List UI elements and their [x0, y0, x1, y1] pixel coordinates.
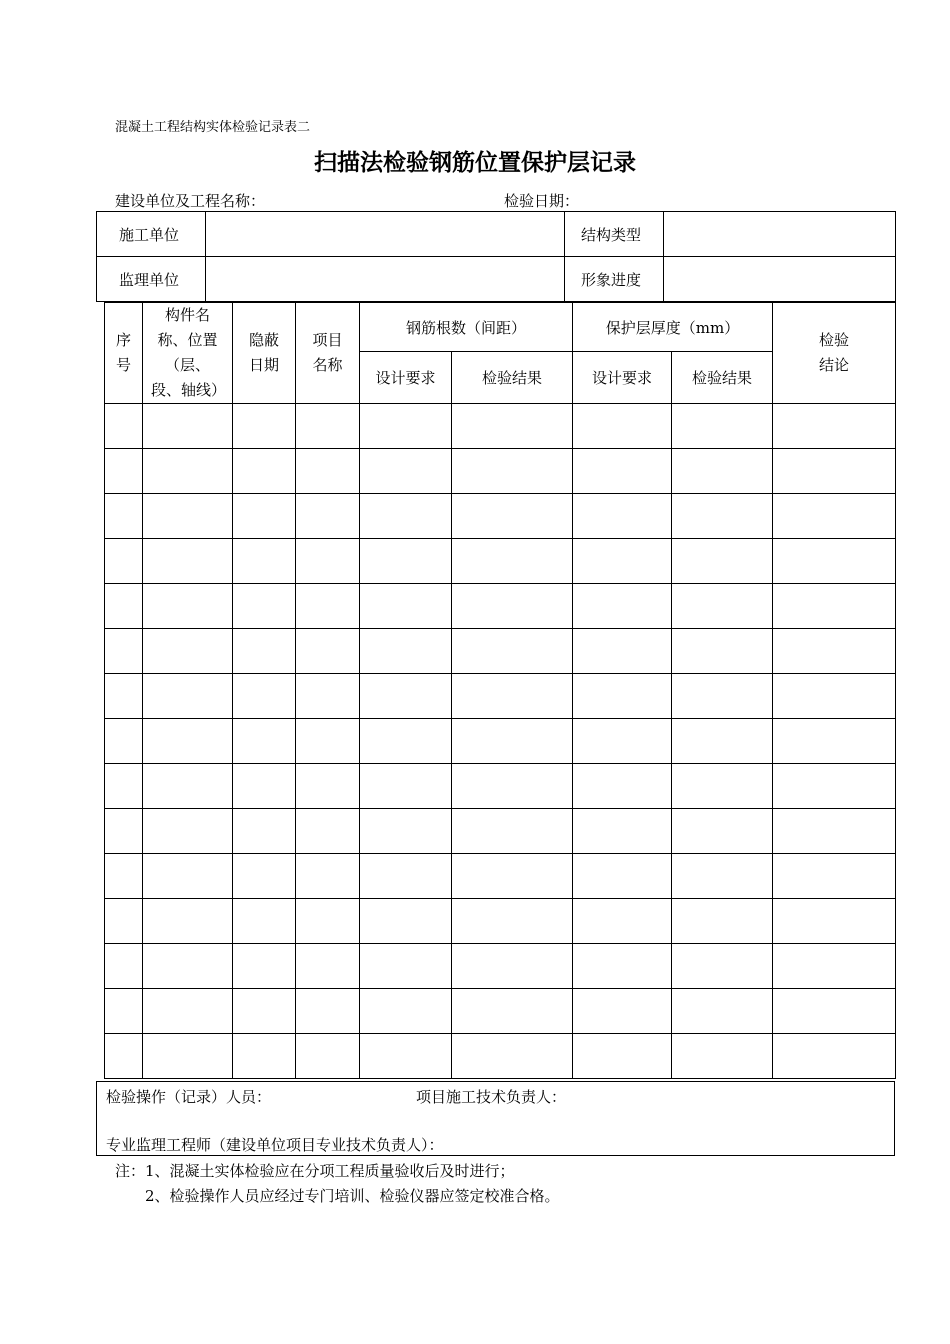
table-cell[interactable]	[233, 899, 296, 944]
table-cell[interactable]	[143, 674, 233, 719]
info-row	[97, 257, 896, 302]
table-row	[105, 809, 896, 854]
table-row	[105, 674, 896, 719]
note-1: 注：1、混凝土实体检验应在分项工程质量验收后及时进行；	[115, 1162, 515, 1180]
table-cell[interactable]	[672, 674, 773, 719]
table-cell[interactable]	[773, 539, 896, 584]
table-cell[interactable]	[773, 1034, 896, 1079]
table-cell[interactable]	[105, 494, 143, 539]
table-cell[interactable]	[105, 449, 143, 494]
table-cell[interactable]	[452, 854, 573, 899]
table-cell[interactable]	[573, 539, 672, 584]
table-cell[interactable]	[233, 809, 296, 854]
table-row	[105, 989, 896, 1034]
table-cell[interactable]	[672, 1034, 773, 1079]
table-cell[interactable]	[672, 764, 773, 809]
table-cell[interactable]	[360, 1034, 452, 1079]
table-cell[interactable]	[452, 944, 573, 989]
table-cell[interactable]	[143, 854, 233, 899]
table-cell[interactable]	[296, 719, 360, 764]
table-cell[interactable]	[452, 719, 573, 764]
table-cell[interactable]	[233, 719, 296, 764]
table-cell[interactable]	[143, 404, 233, 449]
table-cell[interactable]	[233, 404, 296, 449]
table-cell[interactable]	[573, 449, 672, 494]
table-cell[interactable]	[452, 674, 573, 719]
table-cell[interactable]	[143, 1034, 233, 1079]
table-cell[interactable]	[360, 764, 452, 809]
rebar-count-header: 钢筋根数（间距）	[360, 303, 573, 352]
table-cell[interactable]	[233, 449, 296, 494]
table-cell[interactable]	[573, 404, 672, 449]
progress-label: 形象进度	[565, 257, 664, 302]
structure-type-label: 结构类型	[565, 212, 664, 257]
table-cell[interactable]	[296, 944, 360, 989]
table-cell[interactable]	[143, 719, 233, 764]
table-row	[105, 584, 896, 629]
table-cell[interactable]	[452, 1034, 573, 1079]
table-cell[interactable]	[296, 629, 360, 674]
table-cell[interactable]	[672, 989, 773, 1034]
col-conclusion-header: 检验结论	[773, 303, 896, 404]
table-cell[interactable]	[672, 494, 773, 539]
table-cell[interactable]	[296, 494, 360, 539]
table-cell[interactable]	[573, 1034, 672, 1079]
table-cell[interactable]	[233, 584, 296, 629]
info-table	[96, 211, 896, 302]
table-cell[interactable]	[233, 1034, 296, 1079]
table-cell[interactable]	[672, 449, 773, 494]
structure-type-field[interactable]	[664, 212, 896, 257]
table-cell[interactable]	[573, 809, 672, 854]
table-cell[interactable]	[105, 944, 143, 989]
table-cell[interactable]	[360, 899, 452, 944]
table-row	[105, 719, 896, 764]
table-cell[interactable]	[143, 989, 233, 1034]
table-cell[interactable]	[105, 764, 143, 809]
table-cell[interactable]	[573, 899, 672, 944]
table-row	[105, 899, 896, 944]
table-cell[interactable]	[233, 989, 296, 1034]
table-cell[interactable]	[360, 809, 452, 854]
table-cell[interactable]	[233, 539, 296, 584]
table-cell[interactable]	[296, 449, 360, 494]
table-cell[interactable]	[360, 539, 452, 584]
table-row	[105, 449, 896, 494]
table-cell[interactable]	[105, 809, 143, 854]
rebar-result-header: 检验结果	[452, 352, 573, 404]
table-cell[interactable]	[452, 764, 573, 809]
form-code: 混凝土工程结构实体检验记录表二	[115, 120, 311, 135]
table-cell[interactable]	[105, 539, 143, 584]
table-row	[105, 764, 896, 809]
table-cell[interactable]	[573, 944, 672, 989]
table-cell[interactable]	[773, 989, 896, 1034]
table-cell[interactable]	[360, 449, 452, 494]
table-cell[interactable]	[360, 584, 452, 629]
table-cell[interactable]	[143, 629, 233, 674]
table-cell[interactable]	[452, 404, 573, 449]
table-cell[interactable]	[452, 899, 573, 944]
table-cell[interactable]	[143, 584, 233, 629]
table-cell[interactable]	[296, 1034, 360, 1079]
table-cell[interactable]	[360, 404, 452, 449]
table-cell[interactable]	[105, 719, 143, 764]
table-row	[105, 494, 896, 539]
table-cell[interactable]	[672, 584, 773, 629]
table-cell[interactable]	[672, 539, 773, 584]
table-cell[interactable]	[573, 989, 672, 1034]
supervisor-label: 专业监理工程师（建设单位项目专业技术负责人）：	[106, 1136, 444, 1154]
table-cell[interactable]	[360, 494, 452, 539]
table-cell[interactable]	[773, 674, 896, 719]
table-cell[interactable]	[573, 629, 672, 674]
table-cell[interactable]	[672, 629, 773, 674]
table-cell[interactable]	[105, 854, 143, 899]
table-cell[interactable]	[360, 989, 452, 1034]
record-table	[104, 302, 896, 1079]
table-cell[interactable]	[143, 899, 233, 944]
table-cell[interactable]	[296, 539, 360, 584]
table-cell[interactable]	[773, 854, 896, 899]
table-cell[interactable]	[360, 854, 452, 899]
table-cell[interactable]	[773, 629, 896, 674]
table-cell[interactable]	[360, 674, 452, 719]
table-cell[interactable]	[773, 494, 896, 539]
cover-result-header: 检验结果	[672, 352, 773, 404]
table-cell[interactable]	[773, 404, 896, 449]
table-cell[interactable]	[672, 719, 773, 764]
col-item-name-header: 项目名称	[296, 303, 360, 404]
table-cell[interactable]	[143, 494, 233, 539]
table-cell[interactable]	[773, 764, 896, 809]
table-cell[interactable]	[773, 719, 896, 764]
table-cell[interactable]	[573, 584, 672, 629]
table-cell[interactable]	[452, 449, 573, 494]
table-cell[interactable]	[296, 584, 360, 629]
supervision-unit-label: 监理单位	[97, 257, 206, 302]
tech-lead-label: 项目施工技术负责人：	[416, 1088, 567, 1106]
table-cell[interactable]	[105, 674, 143, 719]
table-cell[interactable]	[233, 764, 296, 809]
table-cell[interactable]	[452, 989, 573, 1034]
table-cell[interactable]	[773, 584, 896, 629]
signature-box	[96, 1081, 895, 1156]
note-2: 2、检验操作人员应经过专门培训、检验仪器应签定校准合格。	[145, 1187, 560, 1205]
table-cell[interactable]	[573, 764, 672, 809]
table-cell[interactable]	[296, 899, 360, 944]
table-cell[interactable]	[452, 539, 573, 584]
table-row	[105, 539, 896, 584]
table-cell[interactable]	[672, 944, 773, 989]
col-component-header: 构件名称、位置（层、段、轴线）	[143, 303, 233, 404]
table-cell[interactable]	[233, 494, 296, 539]
info-row	[97, 212, 896, 257]
table-cell[interactable]	[672, 404, 773, 449]
table-cell[interactable]	[105, 899, 143, 944]
table-cell[interactable]	[573, 674, 672, 719]
table-cell[interactable]	[360, 629, 452, 674]
table-cell[interactable]	[233, 629, 296, 674]
table-cell[interactable]	[573, 494, 672, 539]
table-row	[105, 1034, 896, 1079]
table-cell[interactable]	[672, 809, 773, 854]
table-cell[interactable]	[360, 719, 452, 764]
cover-design-header: 设计要求	[573, 352, 672, 404]
table-cell[interactable]	[233, 944, 296, 989]
construction-unit-field[interactable]	[206, 212, 565, 257]
table-cell[interactable]	[452, 494, 573, 539]
table-cell[interactable]	[452, 584, 573, 629]
table-cell[interactable]	[672, 899, 773, 944]
inspection-date-label: 检验日期：	[504, 192, 580, 210]
table-cell[interactable]	[773, 809, 896, 854]
table-cell[interactable]	[105, 629, 143, 674]
project-name-label: 建设单位及工程名称：	[115, 192, 266, 210]
table-cell[interactable]	[360, 944, 452, 989]
table-cell[interactable]	[143, 764, 233, 809]
table-row	[105, 404, 896, 449]
table-cell[interactable]	[143, 944, 233, 989]
rebar-design-header: 设计要求	[360, 352, 452, 404]
table-row	[105, 629, 896, 674]
operator-label: 检验操作（记录）人员：	[106, 1088, 272, 1106]
table-cell[interactable]	[296, 809, 360, 854]
data-rows	[105, 404, 896, 1079]
table-cell[interactable]	[105, 1034, 143, 1079]
table-cell[interactable]	[296, 404, 360, 449]
header-row	[105, 303, 896, 352]
table-cell[interactable]	[105, 404, 143, 449]
table-cell[interactable]	[573, 854, 672, 899]
table-row	[105, 944, 896, 989]
table-cell[interactable]	[143, 449, 233, 494]
table-row	[105, 854, 896, 899]
table-cell[interactable]	[296, 989, 360, 1034]
table-cell[interactable]	[773, 449, 896, 494]
table-cell[interactable]	[296, 854, 360, 899]
page-title: 扫描法检验钢筋位置保护层记录	[314, 150, 636, 176]
col-hidden-date-header: 隐蔽日期	[233, 303, 296, 404]
construction-unit-label: 施工单位	[97, 212, 206, 257]
table-cell[interactable]	[573, 719, 672, 764]
table-cell[interactable]	[452, 809, 573, 854]
table-cell[interactable]	[105, 989, 143, 1034]
cover-thickness-header: 保护层厚度（mm）	[573, 303, 773, 352]
table-cell[interactable]	[143, 809, 233, 854]
table-cell[interactable]	[296, 674, 360, 719]
table-cell[interactable]	[296, 764, 360, 809]
table-cell[interactable]	[672, 854, 773, 899]
table-cell[interactable]	[105, 584, 143, 629]
table-cell[interactable]	[233, 854, 296, 899]
col-seq-header: 序号	[105, 303, 143, 404]
table-cell[interactable]	[773, 944, 896, 989]
table-cell[interactable]	[233, 674, 296, 719]
supervision-unit-field[interactable]	[206, 257, 565, 302]
table-cell[interactable]	[143, 539, 233, 584]
progress-field[interactable]	[664, 257, 896, 302]
table-cell[interactable]	[773, 899, 896, 944]
table-cell[interactable]	[452, 629, 573, 674]
